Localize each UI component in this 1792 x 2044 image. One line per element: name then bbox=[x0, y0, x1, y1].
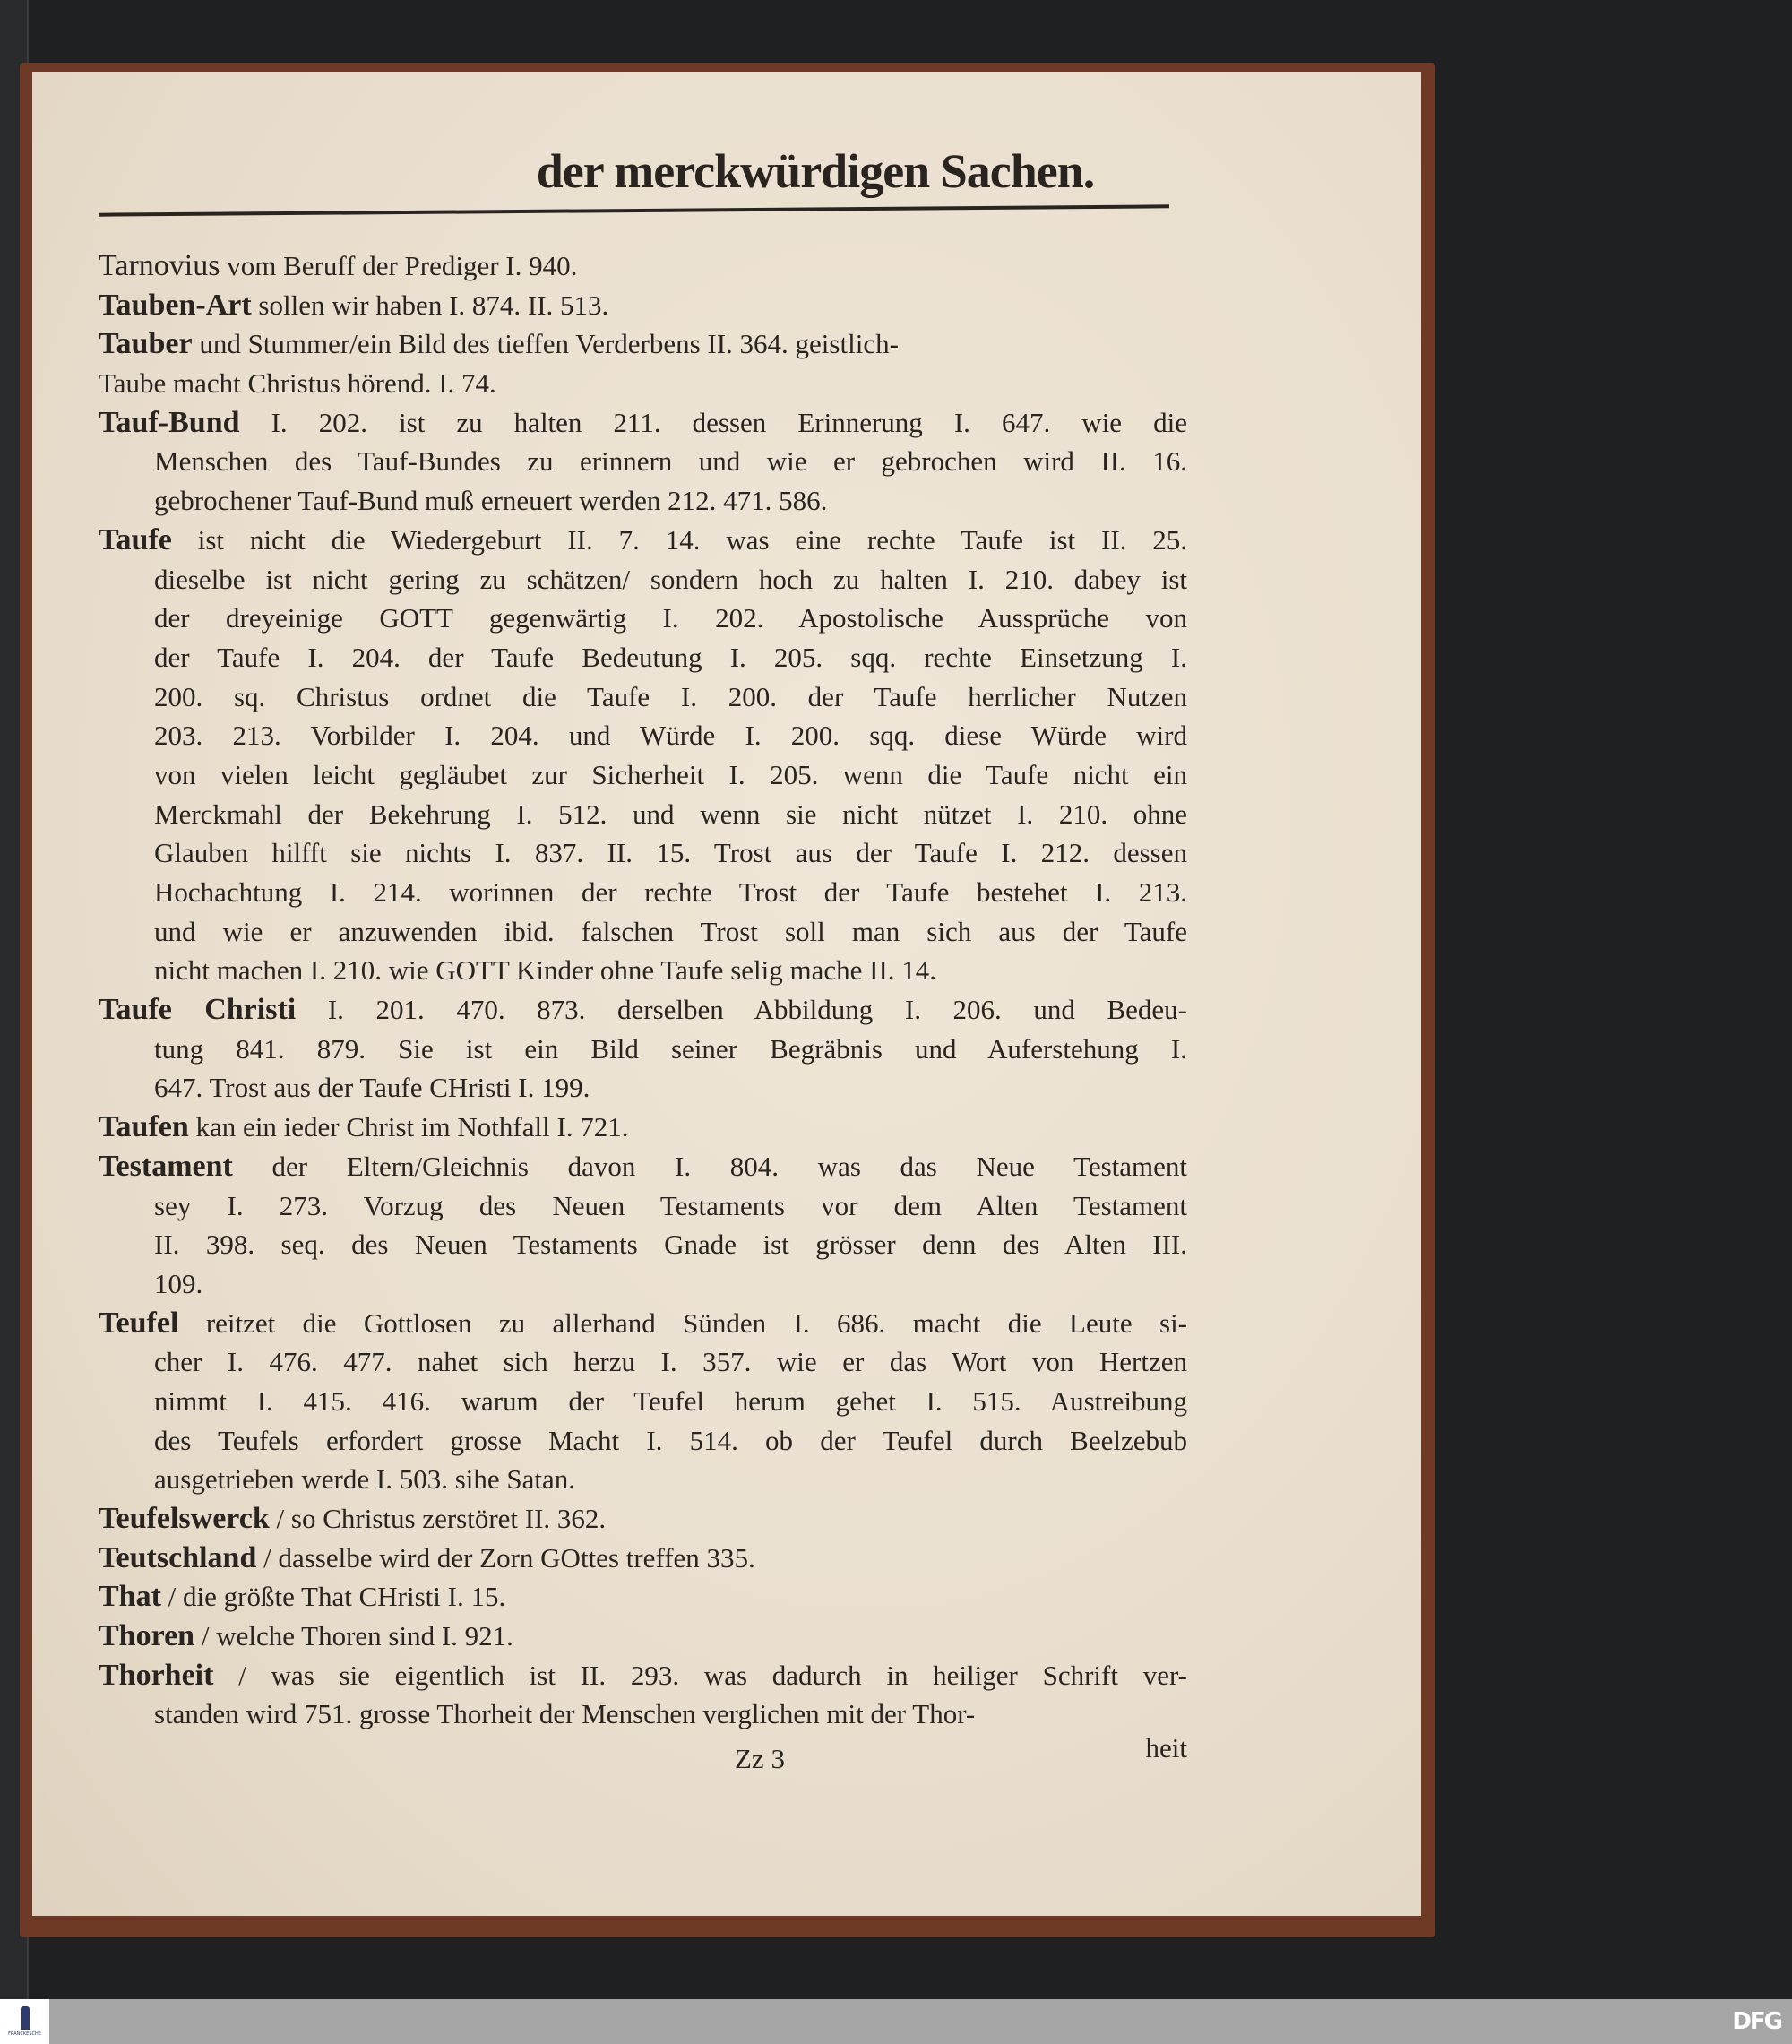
entry-line bbox=[99, 1577, 1187, 1617]
entry-line bbox=[99, 286, 1187, 325]
entry-line bbox=[154, 442, 1187, 481]
entry-text: / welche Thoren sind I. 921. bbox=[201, 1620, 513, 1652]
entry-line bbox=[154, 1068, 1187, 1108]
index-entry bbox=[99, 324, 1187, 364]
entry-headword: Taufen bbox=[99, 1110, 189, 1144]
index-entry bbox=[99, 1539, 1187, 1578]
entry-line bbox=[99, 521, 1187, 560]
entry-text: der Eltern/Gleichnis davon I. 804. was das Neue Testament bbox=[271, 1150, 1187, 1182]
entry-text: I. 201. 470. 873. derselben Abbildung I. 206. und Bedeu- bbox=[327, 994, 1187, 1026]
entry-line bbox=[154, 1264, 1187, 1304]
entry-text: nimmt I. 415. 416. warum der Teufel herum gehet I. 515. Austreibung bbox=[154, 1384, 1187, 1417]
entry-headword: Teutschland bbox=[99, 1540, 257, 1574]
entry-line bbox=[154, 481, 1187, 521]
entry-line bbox=[154, 1342, 1187, 1382]
entry-text: reitzet die Gottlosen zu allerhand Sünden I. 686. macht die Leute si- bbox=[205, 1307, 1187, 1339]
entry-line bbox=[154, 1695, 1187, 1734]
entry-line bbox=[154, 1421, 1187, 1461]
entry-line bbox=[99, 1539, 1187, 1578]
index-entry bbox=[99, 246, 1187, 286]
entry-headword: Tauber bbox=[99, 327, 193, 361]
entry-headword: Taufe bbox=[99, 522, 172, 556]
entry-text: Merckmahl der Bekehrung I. 512. und wenn sie nicht nützet I. 210. ohne bbox=[154, 798, 1187, 830]
entry-text: kan ein ieder Christ im Nothfall I. 721. bbox=[195, 1111, 629, 1143]
page-footer bbox=[99, 1732, 1187, 1782]
entry-headword: Thoren bbox=[99, 1619, 195, 1653]
entry-text: Taube macht Christus hörend. I. 74. bbox=[99, 367, 496, 400]
catchword: heit bbox=[1145, 1732, 1187, 1764]
entry-text: der Taufe I. 204. der Taufe Bedeutung I. 205. sqq. rechte Einsetzung I. bbox=[154, 641, 1187, 673]
entry-line bbox=[154, 716, 1187, 755]
entry-line bbox=[154, 1382, 1187, 1421]
entry-headword: Thorheit bbox=[99, 1658, 214, 1692]
entry-line bbox=[154, 560, 1187, 599]
entry-line bbox=[154, 873, 1187, 912]
entry-headword: That bbox=[99, 1580, 161, 1614]
entry-text: 203. 213. Vorbilder I. 204. und Würde I. 200. sqq. diese Würde wird bbox=[154, 720, 1187, 752]
entry-text: gebrochener Tauf-Bund muß erneuert werden 212. 471. 586. bbox=[154, 485, 828, 517]
entry-line bbox=[99, 1108, 1187, 1147]
entry-text: Hochachtung I. 214. worinnen der rechte Trost der Taufe bestehet I. 213. bbox=[154, 876, 1187, 908]
entry-line bbox=[154, 1225, 1187, 1264]
entry-text: Menschen des Tauf-Bundes zu erinnern und wie er gebrochen wird II. 16. bbox=[154, 445, 1187, 478]
entry-line bbox=[99, 246, 1187, 286]
institution-logo-text: FRANCKESCHE bbox=[8, 2031, 41, 2037]
entry-headword: Tauf-Bund bbox=[99, 405, 240, 439]
index-entries bbox=[99, 246, 1187, 1734]
entry-line bbox=[154, 912, 1187, 952]
index-entry bbox=[99, 1499, 1187, 1539]
entry-text: 109. bbox=[154, 1267, 203, 1299]
entry-line bbox=[99, 1499, 1187, 1539]
entry-text: des Teufels erfordert grosse Macht I. 514. ob der Teufel durch Beelzebub bbox=[154, 1424, 1187, 1456]
entry-text: tung 841. 879. Sie ist ein Bild seiner Begräbnis und Auferstehung I. bbox=[154, 1032, 1187, 1065]
entry-text: sollen wir haben I. 874. II. 513. bbox=[258, 289, 609, 321]
entry-text: von vielen leicht gegläubet zur Sicherheit I. 205. wenn die Taufe nicht ein bbox=[154, 758, 1187, 790]
entry-text: / die größte That CHristi I. 15. bbox=[168, 1581, 506, 1613]
index-entry bbox=[99, 286, 1187, 325]
index-entry bbox=[99, 1304, 1187, 1499]
entry-text: standen wird 751. grosse Thorheit der Menschen verglichen mit der Thor- bbox=[154, 1698, 976, 1730]
index-entry bbox=[99, 364, 1187, 403]
entry-line bbox=[154, 599, 1187, 638]
viewer-footer-bar bbox=[0, 1999, 1792, 2044]
entry-headword: Taufe Christi bbox=[99, 993, 297, 1027]
entry-headword: Tauben-Art bbox=[99, 288, 252, 322]
entry-line bbox=[99, 403, 1187, 443]
entry-text: / so Christus zerstöret II. 362. bbox=[276, 1503, 607, 1534]
entry-line bbox=[99, 1147, 1187, 1186]
entry-line bbox=[99, 1304, 1187, 1343]
entry-line bbox=[154, 638, 1187, 677]
entry-line bbox=[154, 833, 1187, 873]
entry-headword: Teufel bbox=[99, 1306, 179, 1340]
index-entry bbox=[99, 990, 1187, 1108]
index-entry bbox=[99, 1617, 1187, 1656]
entry-line bbox=[154, 677, 1187, 717]
index-entry bbox=[99, 403, 1187, 521]
entry-headword: Testament bbox=[99, 1149, 233, 1183]
entry-line bbox=[154, 1030, 1187, 1069]
entry-line bbox=[154, 795, 1187, 834]
entry-text: 200. sq. Christus ordnet die Taufe I. 200. der Taufe herrlicher Nutzen bbox=[154, 680, 1187, 712]
entry-text: ist nicht die Wiedergeburt II. 7. 14. was eine rechte Taufe ist II. 25. bbox=[197, 523, 1187, 556]
entry-text: 647. Trost aus der Taufe CHristi I. 199. bbox=[154, 1072, 590, 1104]
entry-text: der dreyeinige GOTT gegenwärtig I. 202. Apostolische Aussprüche von bbox=[154, 602, 1187, 634]
institution-logo[interactable] bbox=[0, 1999, 49, 2044]
entry-line bbox=[154, 951, 1187, 990]
entry-headword: Teufelswerck bbox=[99, 1502, 270, 1535]
entry-line bbox=[99, 364, 1187, 403]
entry-line bbox=[99, 1617, 1187, 1656]
entry-text: vom Beruff der Prediger I. 940. bbox=[227, 250, 578, 281]
dfg-logo[interactable]: DFG bbox=[1732, 2008, 1781, 2035]
index-entry bbox=[99, 1147, 1187, 1304]
page-header: der merckwürdigen Sachen. bbox=[536, 144, 1095, 198]
entry-text: sey I. 273. Vorzug des Neuen Testaments vor dem Alten Testament bbox=[154, 1189, 1187, 1221]
logo-figure-icon bbox=[21, 2006, 30, 2030]
entry-text: / was sie eigentlich ist II. 293. was dadurch in heiliger Schrift ver- bbox=[238, 1659, 1187, 1691]
entry-text: / dasselbe wird der Zorn GOttes treffen 335. bbox=[263, 1541, 755, 1574]
entry-text: und Stummer/ein Bild des tieffen Verderbens II. 364. geistlich- bbox=[199, 328, 899, 360]
entry-text: ausgetrieben werde I. 503. sihe Satan. bbox=[154, 1463, 576, 1496]
entry-line bbox=[99, 324, 1187, 364]
entry-headword: Tarnovius bbox=[99, 249, 220, 282]
entry-line bbox=[99, 1656, 1187, 1695]
entry-text: cher I. 476. 477. nahet sich herzu I. 357. wie er das Wort von Hertzen bbox=[154, 1346, 1187, 1378]
index-entry bbox=[99, 521, 1187, 990]
entry-line bbox=[154, 1186, 1187, 1226]
entry-line bbox=[154, 755, 1187, 795]
index-entry bbox=[99, 1577, 1187, 1617]
entry-line bbox=[154, 1460, 1187, 1499]
entry-line bbox=[99, 990, 1187, 1030]
entry-text: II. 398. seq. des Neuen Testaments Gnade ist grösser denn des Alten III. bbox=[154, 1229, 1187, 1261]
entry-text: nicht machen I. 210. wie GOTT Kinder ohne Taufe selig mache II. 14. bbox=[154, 954, 937, 987]
entry-text: Glauben hilfft sie nichts I. 837. II. 15. Trost aus der Taufe I. 212. dessen bbox=[154, 837, 1187, 869]
index-entry bbox=[99, 1656, 1187, 1734]
entry-text: I. 202. ist zu halten 211. dessen Erinnerung I. 647. wie die bbox=[271, 406, 1187, 438]
signature-mark: Zz 3 bbox=[735, 1743, 785, 1774]
entry-text: und wie er anzuwenden ibid. falschen Trost soll man sich aus der Taufe bbox=[154, 915, 1187, 947]
entry-text: dieselbe ist nicht gering zu schätzen/ sondern hoch zu halten I. 210. dabey ist bbox=[154, 563, 1187, 595]
index-entry bbox=[99, 1108, 1187, 1147]
